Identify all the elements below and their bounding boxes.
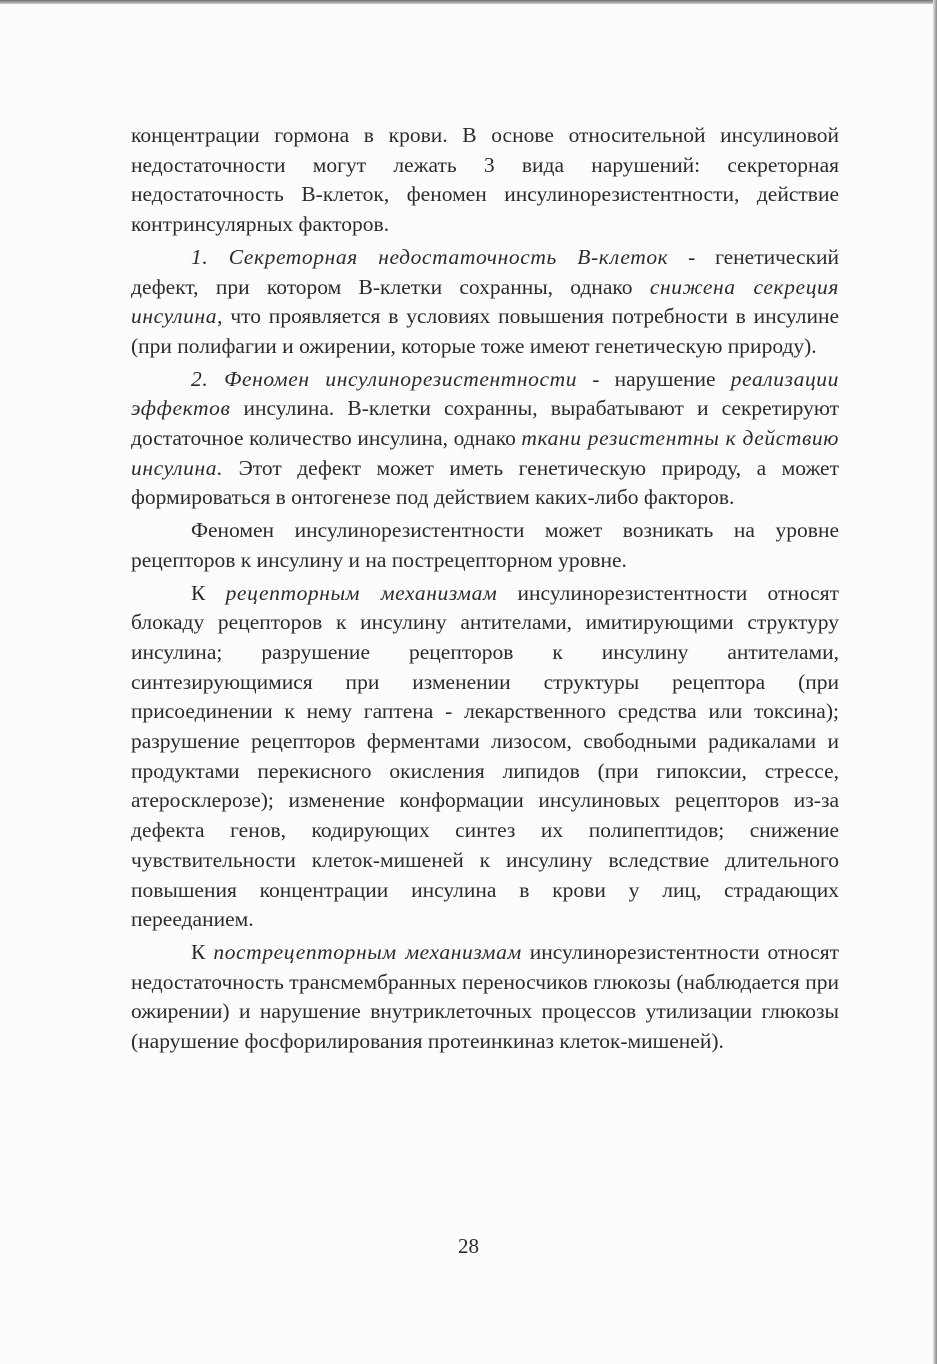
emphasis-text: пострецепторным механизмам xyxy=(213,939,522,964)
paragraph-text: Этот дефект может иметь генетическую природу, а может формироваться в онтогенезе под действием каких-либо факторов. xyxy=(131,455,839,510)
paragraph-text: - нарушение xyxy=(577,366,731,391)
paragraph-receptor-mechanisms xyxy=(131,579,839,935)
paragraph-secretory-deficiency xyxy=(131,243,839,362)
paragraph-text: , что проявляется в условиях повышения потребности в инсулине (при полифагии и ожирении, которые тоже имеют генетическую природу). xyxy=(131,304,839,358)
heading-secretory-deficiency: 1. Секреторная недостаточность В-клеток xyxy=(191,244,669,269)
paragraph-text: К xyxy=(191,580,226,605)
emphasis-text: снижена секреция инсулина xyxy=(131,274,839,329)
scan-top-edge xyxy=(0,0,937,4)
emphasis-text: реализации эффектов xyxy=(131,366,840,421)
paragraph-text: концентрации гормона в крови. В основе относительной инсулиновой недостаточности могут лежать 3 вида нарушений: секреторная недостаточность В-клеток, феномен инсулинорезистентности, действие контринсулярных факторов. xyxy=(131,123,839,237)
paragraph-insulin-resistance xyxy=(131,365,839,514)
paragraph-text: К xyxy=(191,939,214,964)
page-number: 28 xyxy=(458,1234,479,1258)
paragraph-postreceptor-mechanisms xyxy=(131,938,839,1057)
paragraph-text: инсулина. В-клетки сохранны, вырабатывают и секретируют достаточное количество инсулина, однако xyxy=(131,396,839,451)
paragraph-text: инсулинорезистентности относят блокаду рецепторов к инсулину антителами, имитирующими структуру инсулина; разрушение рецепторов к инсулину антителами, синтезирующимися при изменении структуры рецептора (при присоединении к нему гаптена - лекарственного средства или токсина); разрушение рецепторов ферментами лизосом, свободными радикалами и продуктами перекисного окисления липидов (при гипоксии, стрессе, атеросклерозе); изменение конформации инсулиновых рецепторов из-за дефекта генов, кодирующих синтез их полипептидов; снижение чувствительности клеток-мишеней к инсулину вследствие длительного повышения концентрации инсулина в крови у лиц, страдающих перееданием. xyxy=(131,580,839,932)
emphasis-text: ткани резистентны к действию инсулина. xyxy=(131,426,840,480)
scan-right-edge xyxy=(933,0,937,1364)
paragraph-continuation xyxy=(131,121,839,240)
paragraph-text: инсулинорезистентности относят недостаточность трансмембранных переносчиков глюкозы (наблюдается при ожирении) и нарушение внутриклеточных процессов утилизации глюкозы (нарушение фосфорилирования протеинкиназ клеток-мишеней). xyxy=(131,939,839,1054)
paragraph-text: - генетический дефект, при котором В-клетки сохранны, однако xyxy=(131,244,839,299)
paragraph-resistance-levels xyxy=(131,516,839,575)
emphasis-text: рецепторным механизмам xyxy=(225,580,498,605)
paragraph-text: Феномен инсулинорезистентности может возникать на уровне рецепторов к инсулину и на пострецепторном уровне. xyxy=(131,518,839,572)
heading-insulin-resistance: 2. Феномен инсулинорезистентности xyxy=(191,366,578,391)
body-text xyxy=(131,121,839,1057)
